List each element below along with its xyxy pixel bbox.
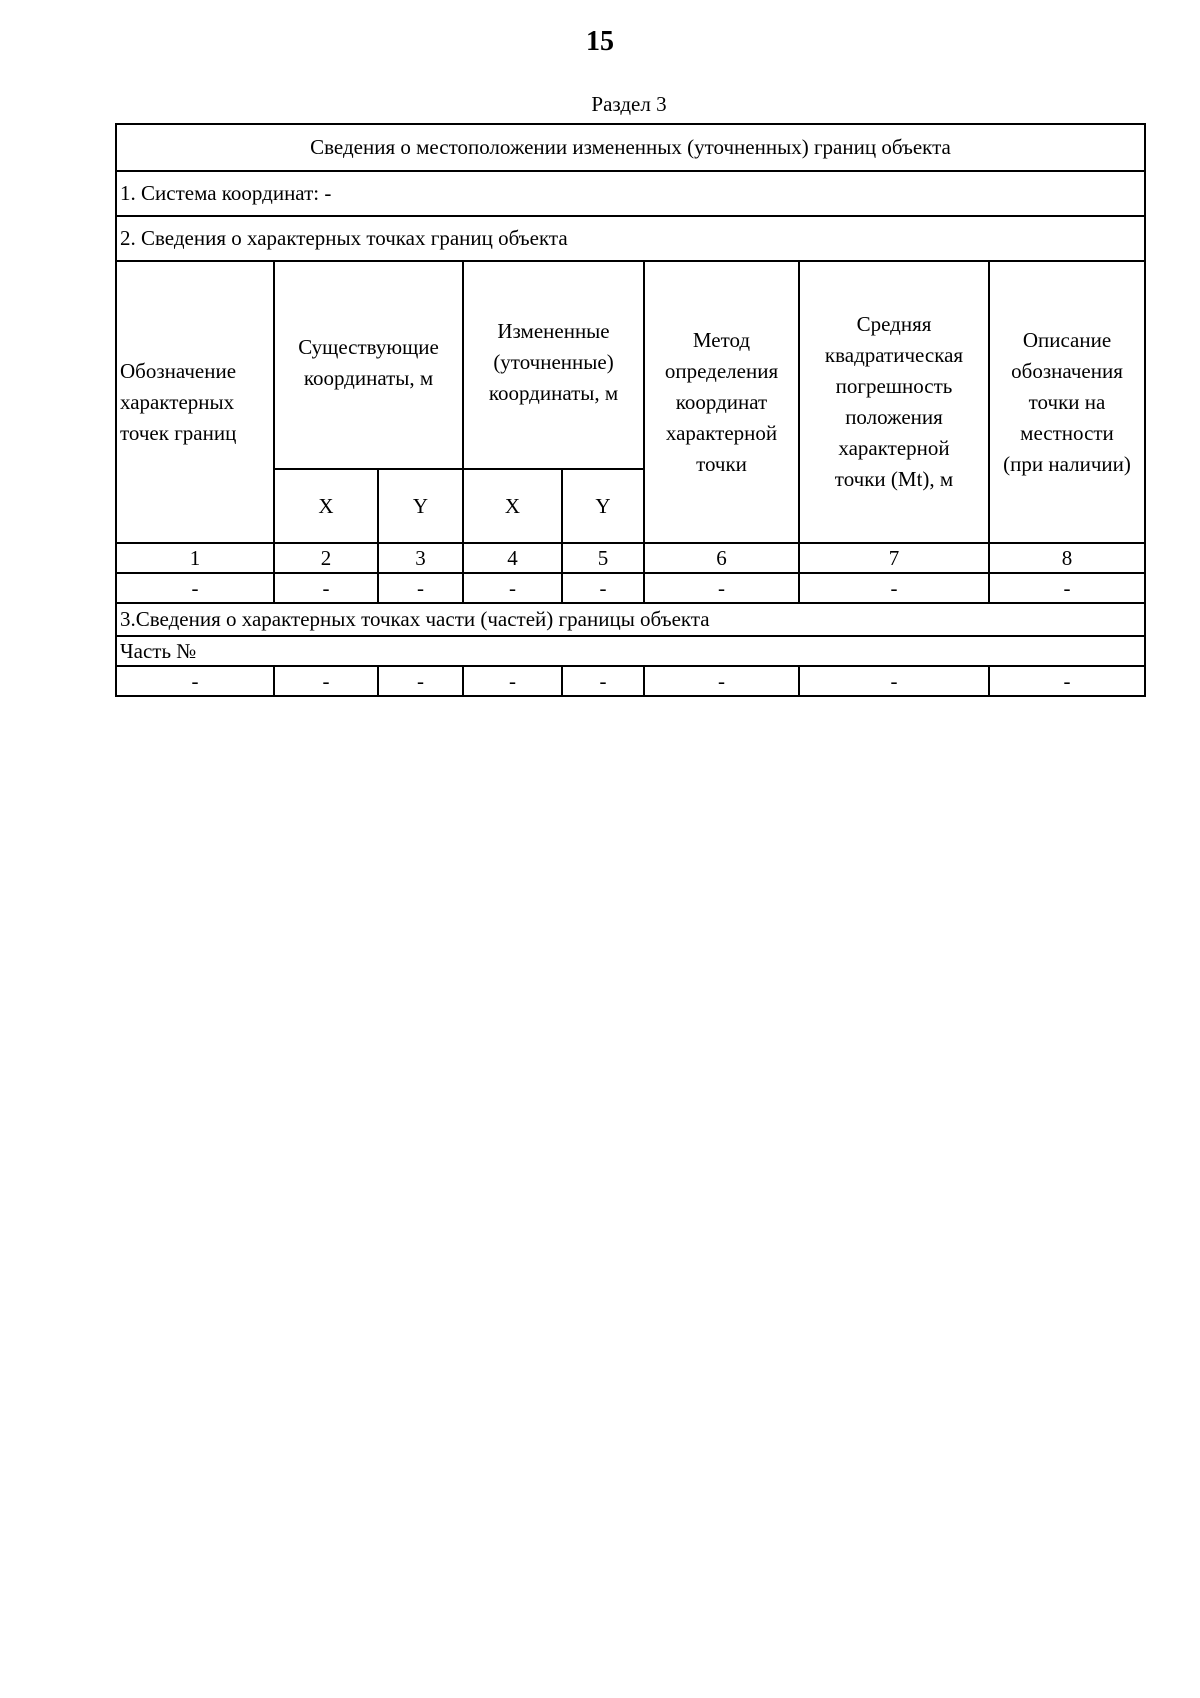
header-existing-y: Y: [378, 469, 463, 543]
table-row: [116, 573, 1145, 603]
table-title: Сведения о местоположении измененных (уточненных) границ объекта: [116, 124, 1145, 171]
header-line: точки на: [1028, 389, 1106, 414]
column-number: 4: [463, 543, 562, 573]
header-description: [989, 261, 1145, 543]
header-line: погрешность: [835, 374, 953, 398]
header-line: координат: [675, 389, 768, 414]
header-line: (уточненные): [493, 350, 614, 374]
column-number: 5: [562, 543, 644, 573]
table-cell: -: [644, 573, 799, 603]
column-number: 3: [378, 543, 463, 573]
header-line: точек границ: [120, 420, 237, 445]
header-line: характерной: [665, 420, 778, 445]
header-line: обозначения: [1011, 358, 1123, 383]
table-cell: -: [116, 573, 274, 603]
points-heading-row: 2. Сведения о характерных точках границ объекта: [116, 216, 1145, 261]
table-cell: -: [989, 666, 1145, 696]
table-cell: -: [378, 573, 463, 603]
column-number: 6: [644, 543, 799, 573]
header-line: положения: [845, 405, 943, 429]
header-line: координаты, м: [488, 381, 619, 405]
section-label: Раздел 3: [591, 92, 667, 116]
header-point-designation: [116, 261, 274, 543]
page-number: 15: [586, 26, 614, 57]
header-line: Метод: [692, 327, 751, 352]
table-cell: -: [378, 666, 463, 696]
header-line: точки: [696, 451, 747, 476]
coord-system-row: 1. Система координат: -: [116, 171, 1145, 216]
part-label-row: Часть №: [116, 636, 1145, 666]
table-cell: -: [799, 573, 989, 603]
boundary-points-table: [115, 123, 1146, 697]
table-cell: -: [274, 573, 378, 603]
header-line: Описание: [1022, 327, 1112, 352]
table-cell: -: [799, 666, 989, 696]
header-line: определения: [664, 358, 779, 383]
table-cell: -: [463, 573, 562, 603]
column-number-row: [116, 543, 1145, 573]
header-changed-coords: [463, 261, 644, 469]
header-line: Существующие: [298, 335, 439, 359]
header-line: точки (Mt), м: [834, 467, 954, 491]
table-cell: -: [274, 666, 378, 696]
parts-heading-row: 3.Сведения о характерных точках части (частей) границы объекта: [116, 603, 1145, 636]
column-number: 2: [274, 543, 378, 573]
header-line: местности: [1020, 420, 1114, 445]
header-line: Обозначение: [120, 358, 237, 383]
header-changed-x: X: [463, 469, 562, 543]
header-line: Средняя: [856, 312, 932, 336]
header-line: Измененные: [497, 319, 610, 343]
header-line: квадратическая: [824, 343, 964, 367]
header-mean-square-error: [799, 261, 989, 543]
column-number: 1: [116, 543, 274, 573]
table-cell: -: [562, 573, 644, 603]
header-line: координаты, м: [303, 366, 434, 390]
header-line: характерных: [120, 389, 235, 414]
table-cell: -: [644, 666, 799, 696]
column-number: 7: [799, 543, 989, 573]
table-cell: -: [989, 573, 1145, 603]
header-changed-y: Y: [562, 469, 644, 543]
header-existing-coords: [274, 261, 463, 469]
header-method: [644, 261, 799, 543]
header-line: (при наличии): [1003, 451, 1131, 476]
table-cell: -: [562, 666, 644, 696]
column-number: 8: [989, 543, 1145, 573]
table-row: [116, 666, 1145, 696]
header-existing-x: X: [274, 469, 378, 543]
header-line: характерной: [838, 436, 950, 460]
table-cell: -: [463, 666, 562, 696]
table-cell: -: [116, 666, 274, 696]
